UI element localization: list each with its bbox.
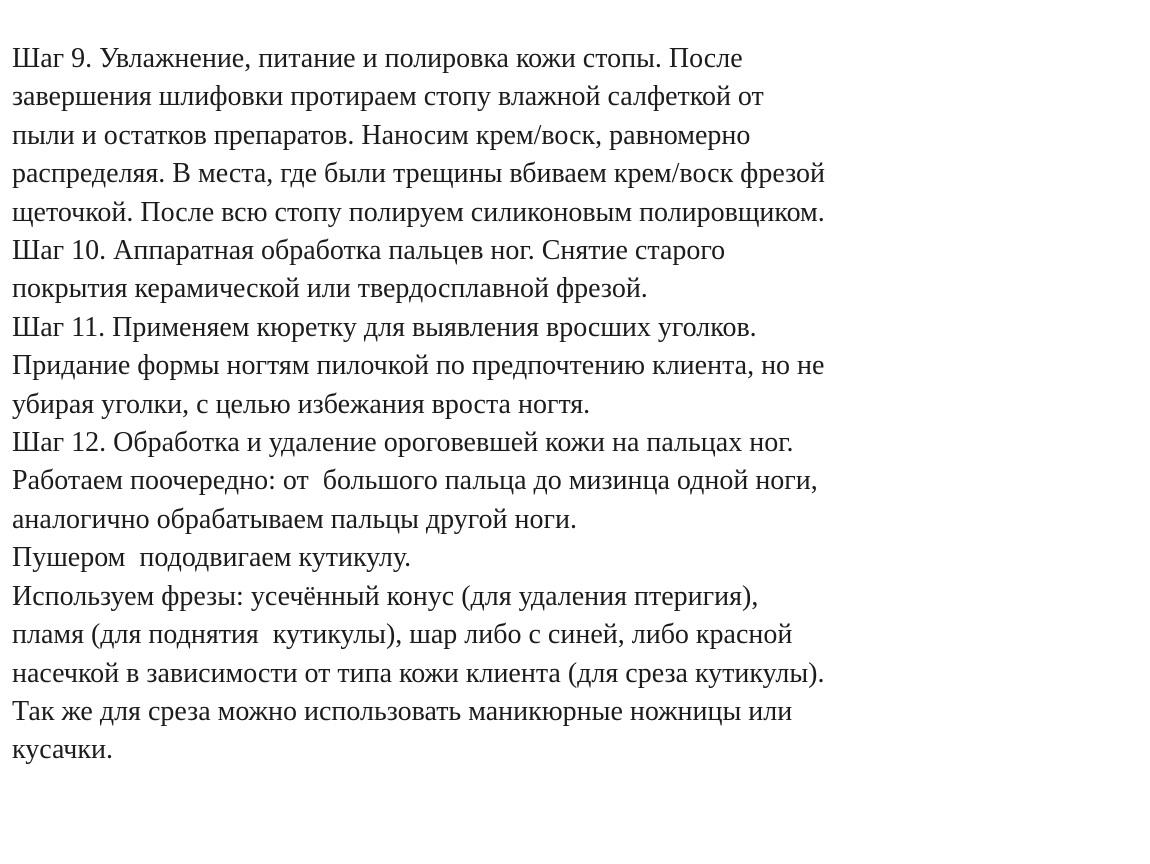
- text-line: пламя (для поднятия кутикулы), шар либо с синей, либо красной: [12, 619, 793, 651]
- text-line: покрытия керамической или твердосплавной фрезой.: [12, 273, 648, 305]
- text-line: щеточкой. После всю стопу полируем силиконовым полировщиком.: [12, 196, 825, 228]
- text-line: Используем фрезы: усечённый конус (для удаления птеригия),: [12, 580, 759, 612]
- text-line: убирая уголки, с целью избежания вроста ногтя.: [12, 388, 591, 420]
- text-line: завершения шлифовки протираем стопу влажной салфеткой от: [12, 81, 764, 113]
- body-text: [12, 40, 1142, 770]
- text-line: Пушером пододвигаем кутикулу.: [12, 542, 412, 574]
- text-line-step10-title: Шаг 10. Аппаратная обработка пальцев ног. Снятие старого: [12, 235, 726, 267]
- text-line-step9-title: Шаг 9. Увлажнение, питание и полировка кожи стопы. После: [12, 43, 743, 74]
- text-line: распределяя. В места, где были трещины вбиваем крем/воск фрезой: [12, 158, 825, 190]
- text-line: Так же для среза можно использовать маникюрные ножницы или: [12, 695, 793, 727]
- text-line: кусачки.: [12, 734, 113, 766]
- text-line: пыли и остатков препаратов. Наносим крем/воск, равномерно: [12, 119, 751, 151]
- text-line-step12-title: Шаг 12. Обработка и удаление ороговевшей кожи на пальцах ног.: [12, 427, 794, 459]
- text-line: Работаем поочередно: от большого пальца до мизинца одной ноги,: [12, 465, 818, 497]
- text-line-step11-title: Шаг 11. Применяем кюретку для выявления вросших уголков.: [12, 311, 757, 343]
- text-line: Придание формы ногтям пилочкой по предпочтению клиента, но не: [12, 350, 825, 382]
- text-line: аналогично обрабатываем пальцы другой ноги.: [12, 503, 577, 535]
- text-line: насечкой в зависимости от типа кожи клиента (для среза кутикулы).: [12, 657, 825, 689]
